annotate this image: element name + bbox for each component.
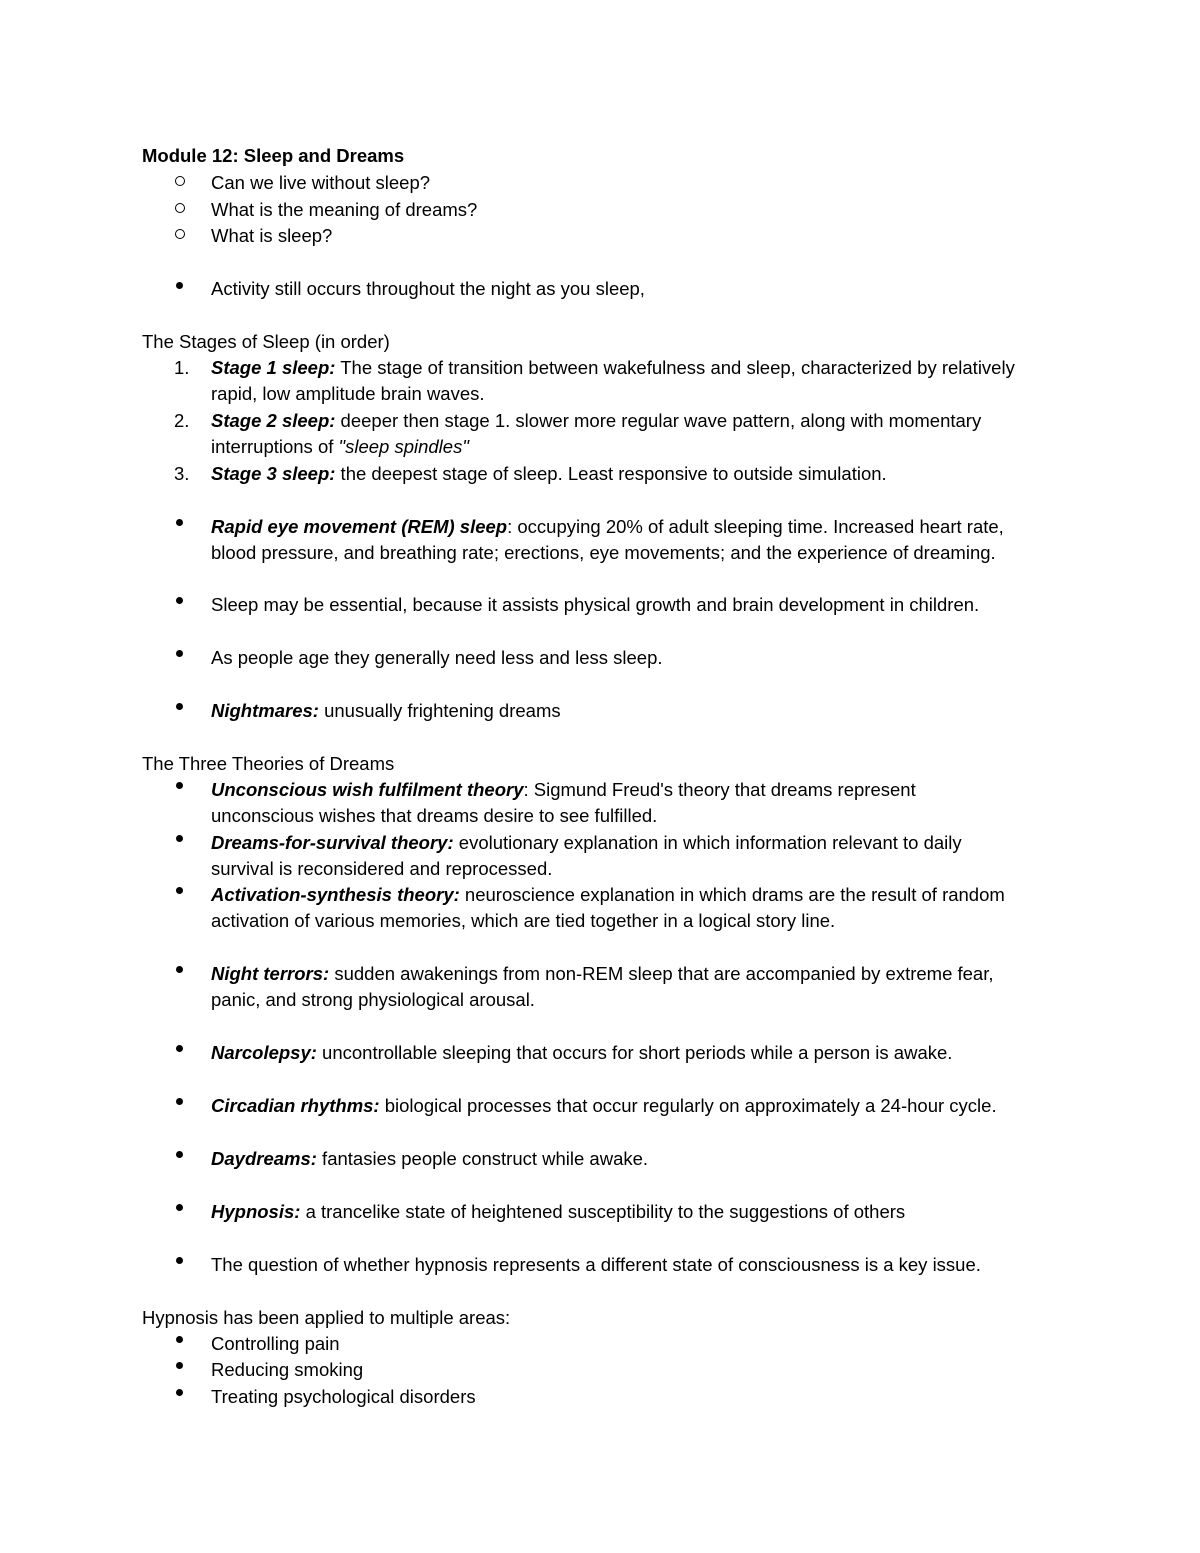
hollow-bullet-icon <box>175 203 185 213</box>
list-item: As people age they generally need less and less sleep. <box>211 647 663 668</box>
list-item-continuation: blood pressure, and breathing rate; erections, eye movements; and the experience of dreaming. <box>211 542 996 563</box>
list-number: 1. <box>174 357 190 378</box>
bullet-icon <box>176 887 183 894</box>
term: Stage 3 sleep: <box>211 463 336 484</box>
term: Stage 2 sleep: <box>211 410 336 431</box>
definition: the deepest stage of sleep. Least responsive to outside simulation. <box>335 463 887 484</box>
definition: deeper then stage 1. slower more regular wave pattern, along with momentary <box>335 410 982 431</box>
hollow-bullet-icon <box>175 229 185 239</box>
definition: sudden awakenings from non-REM sleep that are accompanied by extreme fear, <box>329 963 994 984</box>
definition: uncontrollable sleeping that occurs for short periods while a person is awake. <box>316 1042 953 1063</box>
list-item-continuation: panic, and strong physiological arousal. <box>211 989 535 1010</box>
term: Circadian rhythms: <box>211 1095 380 1116</box>
list-item <box>211 461 887 487</box>
list-item <box>211 882 1005 908</box>
definition: evolutionary explanation in which information relevant to daily <box>453 832 962 853</box>
definition: a trancelike state of heightened susceptibility to the suggestions of others <box>300 1201 906 1222</box>
term: Daydreams: <box>211 1148 317 1169</box>
bullet-icon <box>176 1098 183 1105</box>
bullet-icon <box>176 597 183 604</box>
quoted-term: "sleep spindles" <box>338 436 469 457</box>
term: Nightmares: <box>211 700 319 721</box>
bullet-icon <box>176 282 183 289</box>
bullet-icon <box>176 519 183 526</box>
term: Activation-synthesis theory: <box>211 884 460 905</box>
page-title: Module 12: Sleep and Dreams <box>142 145 405 166</box>
list-item-continuation: survival is reconsidered and reprocessed. <box>211 858 553 879</box>
section-heading: The Three Theories of Dreams <box>142 753 395 774</box>
term: Hypnosis: <box>211 1201 301 1222</box>
hollow-bullet-icon <box>175 176 185 186</box>
list-item <box>211 777 916 803</box>
definition: fantasies people construct while awake. <box>316 1148 649 1169</box>
list-item <box>211 408 981 434</box>
list-number: 3. <box>174 463 190 484</box>
bullet-icon <box>176 1151 183 1158</box>
list-item: Sleep may be essential, because it assists physical growth and brain development in children. <box>211 594 980 615</box>
list-item: Controlling pain <box>211 1333 340 1354</box>
bullet-icon <box>176 1045 183 1052</box>
list-item-continuation: unconscious wishes that dreams desire to see fulfilled. <box>211 805 658 826</box>
bullet-icon <box>176 1336 183 1343</box>
bullet-icon <box>176 650 183 657</box>
list-item <box>211 514 1004 540</box>
list-item-continuation: activation of various memories, which are tied together in a logical story line. <box>211 910 836 931</box>
list-item <box>211 1093 997 1119</box>
definition: : Sigmund Freud's theory that dreams represent <box>523 779 916 800</box>
list-number: 2. <box>174 410 190 431</box>
bullet-icon <box>176 782 183 789</box>
list-item: The question of whether hypnosis represents a different state of consciousness is a key issue. <box>211 1254 981 1275</box>
bullet-icon <box>176 703 183 710</box>
list-item: Can we live without sleep? <box>211 172 431 193</box>
list-item: What is the meaning of dreams? <box>211 199 478 220</box>
definition: The stage of transition between wakefulness and sleep, characterized by relatively <box>335 357 1015 378</box>
bullet-icon <box>176 1204 183 1211</box>
term: Dreams-for-survival theory: <box>211 832 454 853</box>
list-item <box>211 961 994 987</box>
term: Stage 1 sleep: <box>211 357 336 378</box>
bullet-icon <box>176 835 183 842</box>
list-item <box>211 355 1015 381</box>
definition: biological processes that occur regularly on approximately a 24-hour cycle. <box>379 1095 997 1116</box>
section-heading: The Stages of Sleep (in order) <box>142 331 390 352</box>
list-item <box>211 1146 648 1172</box>
definition: unusually frightening dreams <box>318 700 561 721</box>
definition: interruptions of <box>211 436 339 457</box>
term: Rapid eye movement (REM) sleep <box>211 516 508 537</box>
list-item: Reducing smoking <box>211 1359 364 1380</box>
list-item <box>211 1199 905 1225</box>
definition: neuroscience explanation in which drams are the result of random <box>459 884 1005 905</box>
list-item: Treating psychological disorders <box>211 1386 476 1407</box>
bullet-icon <box>176 966 183 973</box>
term: Unconscious wish fulfilment theory <box>211 779 524 800</box>
bullet-icon <box>176 1389 183 1396</box>
section-heading: Hypnosis has been applied to multiple areas: <box>142 1307 511 1328</box>
list-item-continuation: rapid, low amplitude brain waves. <box>211 383 485 404</box>
list-item <box>211 698 561 724</box>
list-item-continuation <box>211 434 469 460</box>
list-item <box>211 830 962 856</box>
term: Night terrors: <box>211 963 330 984</box>
list-item <box>211 1040 952 1066</box>
bullet-icon <box>176 1362 183 1369</box>
bullet-icon <box>176 1257 183 1264</box>
list-item: What is sleep? <box>211 225 333 246</box>
list-item: Activity still occurs throughout the night as you sleep, <box>211 278 645 299</box>
term: Narcolepsy: <box>211 1042 317 1063</box>
definition: : occupying 20% of adult sleeping time. Increased heart rate, <box>507 516 1004 537</box>
